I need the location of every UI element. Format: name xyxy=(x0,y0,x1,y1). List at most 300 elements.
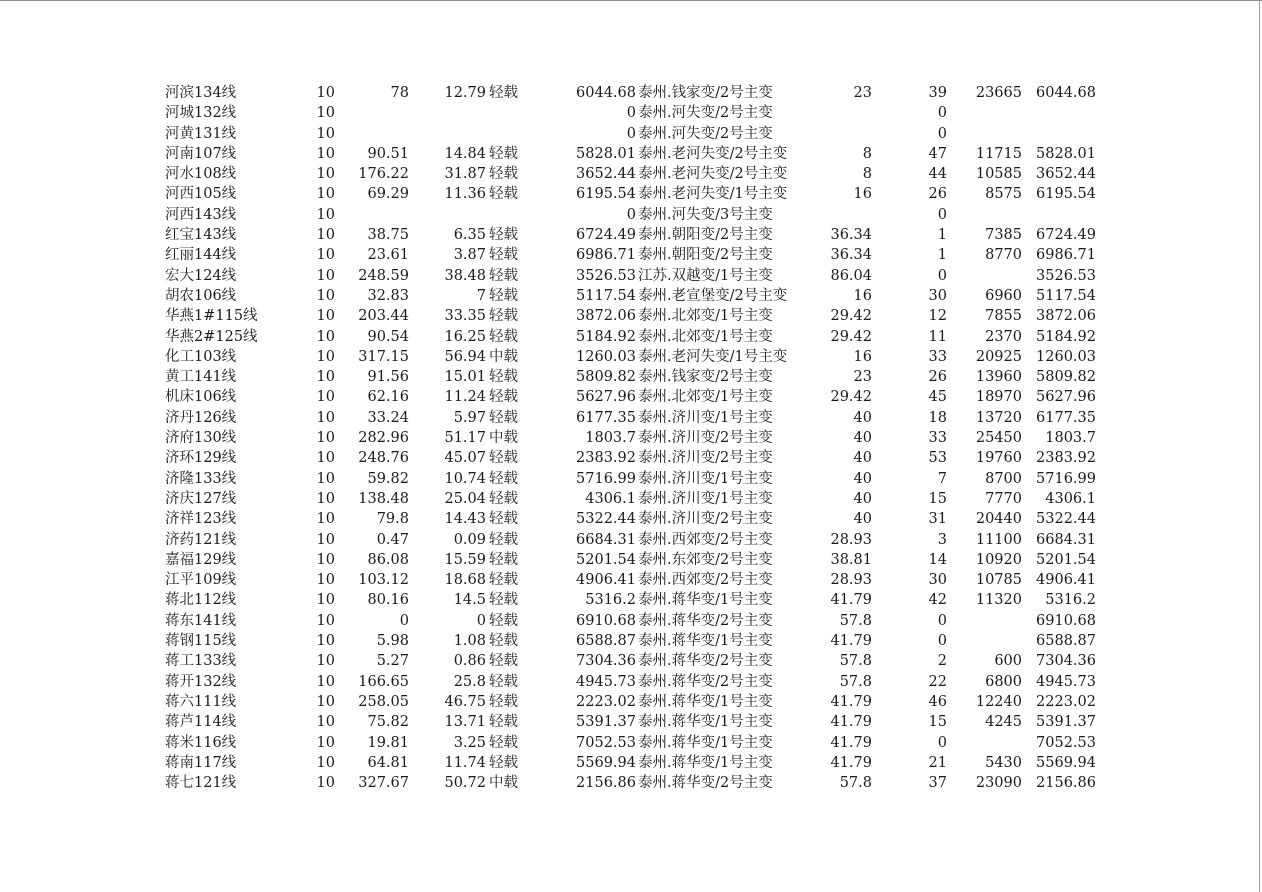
cell-current: 90.54 xyxy=(367,328,409,345)
cell-substation-transformer: 泰州.老河失变/2号主变 xyxy=(638,166,788,183)
cell-available-capacity: 3872.06 xyxy=(1036,308,1096,325)
cell-current: 103.12 xyxy=(358,572,409,589)
cell-substation-transformer: 泰州.济川变/1号主变 xyxy=(638,470,773,487)
cell-load-rate: 16.25 xyxy=(444,328,486,345)
table-row xyxy=(0,347,1262,367)
cell-substation-transformer: 泰州.东郊变/2号主变 xyxy=(638,551,773,568)
cell-available-capacity: 3652.44 xyxy=(1036,166,1096,183)
cell-remaining-capacity: 7304.36 xyxy=(576,653,636,670)
cell-substation-transformer: 泰州.蒋华变/1号主变 xyxy=(638,734,773,751)
cell-line-name: 机床106线 xyxy=(165,389,237,406)
cell-load-status: 轻载 xyxy=(489,186,518,203)
cell-remaining-capacity: 3652.44 xyxy=(576,166,636,183)
cell-substation-transformer: 泰州.济川变/1号主变 xyxy=(638,490,773,507)
cell-current: 282.96 xyxy=(358,430,409,447)
cell-load-rate: 0.86 xyxy=(453,653,486,670)
cell-substation-transformer: 泰州.河失变/3号主变 xyxy=(638,206,773,223)
cell-line-name: 济环129线 xyxy=(165,450,237,467)
cell-load-status: 轻载 xyxy=(489,511,518,528)
cell-customer-count: 12 xyxy=(928,308,947,325)
table-row xyxy=(0,590,1262,610)
cell-remaining-capacity: 7052.53 xyxy=(576,734,636,751)
cell-available-capacity: 4906.41 xyxy=(1036,572,1096,589)
cell-transformer-load: 29.42 xyxy=(830,328,872,345)
table-row xyxy=(0,144,1262,164)
cell-capacity: 10785 xyxy=(975,572,1022,589)
cell-voltage: 10 xyxy=(316,531,335,548)
cell-transformer-load: 40 xyxy=(853,409,872,426)
cell-customer-count: 0 xyxy=(937,612,947,629)
cell-line-name: 蒋米116线 xyxy=(165,734,237,751)
table-row xyxy=(0,245,1262,265)
cell-remaining-capacity: 4306.1 xyxy=(585,490,636,507)
cell-transformer-load: 40 xyxy=(853,450,872,467)
cell-customer-count: 0 xyxy=(937,267,947,284)
cell-customer-count: 33 xyxy=(928,430,947,447)
cell-available-capacity: 2156.86 xyxy=(1036,775,1096,792)
cell-current: 0.47 xyxy=(376,531,409,548)
cell-line-name: 江平109线 xyxy=(165,572,237,589)
cell-load-status: 轻载 xyxy=(489,166,518,183)
cell-substation-transformer: 泰州.钱家变/2号主变 xyxy=(638,369,773,386)
cell-customer-count: 26 xyxy=(928,369,947,386)
cell-available-capacity: 6986.71 xyxy=(1036,247,1096,264)
table-row xyxy=(0,672,1262,692)
cell-customer-count: 26 xyxy=(928,186,947,203)
cell-transformer-load: 29.42 xyxy=(830,308,872,325)
cell-current: 91.56 xyxy=(367,369,409,386)
page-top-border xyxy=(0,0,1262,1)
cell-load-rate: 56.94 xyxy=(444,348,486,365)
cell-line-name: 河城132线 xyxy=(165,105,237,122)
cell-substation-transformer: 泰州.济川变/2号主变 xyxy=(638,450,773,467)
cell-load-status: 轻载 xyxy=(489,531,518,548)
cell-substation-transformer: 泰州.河失变/2号主变 xyxy=(638,105,773,122)
cell-customer-count: 30 xyxy=(928,287,947,304)
cell-line-name: 华燕2#125线 xyxy=(165,328,258,345)
cell-transformer-load: 36.34 xyxy=(830,247,872,264)
cell-current: 59.82 xyxy=(367,470,409,487)
cell-substation-transformer: 泰州.老河失变/1号主变 xyxy=(638,348,788,365)
cell-load-status: 轻载 xyxy=(489,247,518,264)
cell-remaining-capacity: 2383.92 xyxy=(576,450,636,467)
cell-load-rate: 3.25 xyxy=(453,734,486,751)
cell-load-rate: 5.97 xyxy=(453,409,486,426)
cell-customer-count: 53 xyxy=(928,450,947,467)
cell-transformer-load: 41.79 xyxy=(830,693,872,710)
cell-load-status: 轻载 xyxy=(489,490,518,507)
cell-transformer-load: 28.93 xyxy=(830,572,872,589)
cell-current: 138.48 xyxy=(358,490,409,507)
cell-remaining-capacity: 0 xyxy=(626,125,636,142)
cell-customer-count: 0 xyxy=(937,125,947,142)
cell-line-name: 济祥123线 xyxy=(165,511,237,528)
cell-load-rate: 46.75 xyxy=(444,693,486,710)
cell-load-rate: 14.43 xyxy=(444,511,486,528)
cell-load-status: 轻载 xyxy=(489,653,518,670)
cell-current: 38.75 xyxy=(367,227,409,244)
table-row xyxy=(0,651,1262,671)
table-row xyxy=(0,448,1262,468)
cell-voltage: 10 xyxy=(316,734,335,751)
cell-customer-count: 0 xyxy=(937,633,947,650)
cell-available-capacity: 5316.2 xyxy=(1045,592,1096,609)
cell-capacity: 25450 xyxy=(975,430,1022,447)
cell-substation-transformer: 泰州.北郊变/1号主变 xyxy=(638,328,773,345)
cell-voltage: 10 xyxy=(316,551,335,568)
cell-voltage: 10 xyxy=(316,145,335,162)
cell-substation-transformer: 泰州.蒋华变/1号主变 xyxy=(638,714,773,731)
cell-capacity: 11320 xyxy=(975,592,1022,609)
cell-current: 5.98 xyxy=(376,633,409,650)
table-row xyxy=(0,367,1262,387)
cell-substation-transformer: 泰州.北郊变/1号主变 xyxy=(638,308,773,325)
cell-line-name: 河西105线 xyxy=(165,186,237,203)
cell-remaining-capacity: 5569.94 xyxy=(576,754,636,771)
cell-current: 78 xyxy=(390,85,409,101)
cell-capacity: 23665 xyxy=(975,85,1022,101)
cell-capacity: 6960 xyxy=(985,287,1022,304)
cell-load-status: 轻载 xyxy=(489,572,518,589)
cell-transformer-load: 41.79 xyxy=(830,754,872,771)
cell-available-capacity: 1260.03 xyxy=(1036,348,1096,365)
cell-load-status: 轻载 xyxy=(489,369,518,386)
cell-load-rate: 18.68 xyxy=(444,572,486,589)
cell-current: 32.83 xyxy=(367,287,409,304)
cell-remaining-capacity: 6986.71 xyxy=(576,247,636,264)
cell-substation-transformer: 泰州.蒋华变/2号主变 xyxy=(638,653,773,670)
cell-load-rate: 12.79 xyxy=(444,85,486,101)
cell-capacity: 19760 xyxy=(975,450,1022,467)
cell-voltage: 10 xyxy=(316,287,335,304)
cell-available-capacity: 7052.53 xyxy=(1036,734,1096,751)
cell-customer-count: 14 xyxy=(928,551,947,568)
table-row xyxy=(0,712,1262,732)
cell-remaining-capacity: 0 xyxy=(626,105,636,122)
cell-load-status: 轻载 xyxy=(489,612,518,629)
cell-transformer-load: 29.42 xyxy=(830,389,872,406)
cell-line-name: 蒋芦114线 xyxy=(165,714,237,731)
cell-available-capacity: 5322.44 xyxy=(1036,511,1096,528)
cell-voltage: 10 xyxy=(316,470,335,487)
cell-current: 69.29 xyxy=(367,186,409,203)
cell-voltage: 10 xyxy=(316,267,335,284)
cell-line-name: 嘉福129线 xyxy=(165,551,237,568)
cell-load-rate: 14.84 xyxy=(444,145,486,162)
cell-remaining-capacity: 2223.02 xyxy=(576,693,636,710)
cell-remaining-capacity: 5828.01 xyxy=(576,145,636,162)
cell-customer-count: 0 xyxy=(937,734,947,751)
cell-substation-transformer: 泰州.蒋华变/1号主变 xyxy=(638,592,773,609)
cell-transformer-load: 23 xyxy=(853,85,872,101)
table-row xyxy=(0,327,1262,347)
cell-transformer-load: 40 xyxy=(853,490,872,507)
cell-substation-transformer: 泰州.河失变/2号主变 xyxy=(638,125,773,142)
cell-voltage: 10 xyxy=(316,409,335,426)
cell-line-name: 河南107线 xyxy=(165,145,237,162)
cell-line-name: 济府130线 xyxy=(165,430,237,447)
cell-substation-transformer: 泰州.朝阳变/2号主变 xyxy=(638,247,773,264)
cell-load-rate: 15.01 xyxy=(444,369,486,386)
cell-substation-transformer: 泰州.蒋华变/2号主变 xyxy=(638,612,773,629)
cell-transformer-load: 16 xyxy=(853,348,872,365)
table-row xyxy=(0,387,1262,407)
cell-transformer-load: 38.81 xyxy=(830,551,872,568)
cell-line-name: 蒋七121线 xyxy=(165,775,237,792)
cell-substation-transformer: 泰州.蒋华变/2号主变 xyxy=(638,775,773,792)
cell-remaining-capacity: 4945.73 xyxy=(576,673,636,690)
cell-capacity: 13960 xyxy=(975,369,1022,386)
cell-current: 23.61 xyxy=(367,247,409,264)
cell-customer-count: 30 xyxy=(928,572,947,589)
cell-load-status: 轻载 xyxy=(489,85,518,101)
cell-voltage: 10 xyxy=(316,369,335,386)
cell-load-rate: 1.08 xyxy=(453,633,486,650)
cell-voltage: 10 xyxy=(316,328,335,345)
cell-capacity: 10920 xyxy=(975,551,1022,568)
cell-remaining-capacity: 5322.44 xyxy=(576,511,636,528)
cell-available-capacity: 5809.82 xyxy=(1036,369,1096,386)
cell-capacity: 11715 xyxy=(975,145,1022,162)
cell-customer-count: 18 xyxy=(928,409,947,426)
cell-available-capacity: 1803.7 xyxy=(1045,430,1096,447)
cell-voltage: 10 xyxy=(316,775,335,792)
cell-customer-count: 1 xyxy=(937,247,947,264)
table-row xyxy=(0,103,1262,123)
cell-current: 176.22 xyxy=(358,166,409,183)
cell-transformer-load: 16 xyxy=(853,287,872,304)
cell-capacity: 600 xyxy=(994,653,1022,670)
cell-current: 258.05 xyxy=(358,693,409,710)
cell-remaining-capacity: 5716.99 xyxy=(576,470,636,487)
cell-load-rate: 11.74 xyxy=(444,754,486,771)
cell-remaining-capacity: 6910.68 xyxy=(576,612,636,629)
cell-available-capacity: 6724.49 xyxy=(1036,227,1096,244)
cell-available-capacity: 6684.31 xyxy=(1036,531,1096,548)
cell-voltage: 10 xyxy=(316,206,335,223)
cell-load-rate: 25.8 xyxy=(453,673,486,690)
cell-current: 90.51 xyxy=(367,145,409,162)
cell-capacity: 8770 xyxy=(985,247,1022,264)
cell-remaining-capacity: 6724.49 xyxy=(576,227,636,244)
cell-transformer-load: 23 xyxy=(853,369,872,386)
cell-customer-count: 44 xyxy=(928,166,947,183)
table-row xyxy=(0,733,1262,753)
cell-line-name: 蒋开132线 xyxy=(165,673,237,690)
cell-available-capacity: 5569.94 xyxy=(1036,754,1096,771)
table-row xyxy=(0,225,1262,245)
cell-customer-count: 21 xyxy=(928,754,947,771)
cell-current: 64.81 xyxy=(367,754,409,771)
table-row xyxy=(0,124,1262,144)
cell-substation-transformer: 泰州.老河失变/1号主变 xyxy=(638,186,788,203)
cell-substation-transformer: 泰州.老河失变/2号主变 xyxy=(638,145,788,162)
cell-current: 248.76 xyxy=(358,450,409,467)
cell-transformer-load: 8 xyxy=(862,145,872,162)
cell-remaining-capacity: 5391.37 xyxy=(576,714,636,731)
cell-line-name: 胡农106线 xyxy=(165,287,237,304)
cell-transformer-load: 40 xyxy=(853,511,872,528)
table-row xyxy=(0,205,1262,225)
cell-line-name: 济隆133线 xyxy=(165,470,237,487)
cell-voltage: 10 xyxy=(316,186,335,203)
cell-voltage: 10 xyxy=(316,227,335,244)
table-row xyxy=(0,530,1262,550)
cell-substation-transformer: 泰州.济川变/1号主变 xyxy=(638,409,773,426)
cell-current: 203.44 xyxy=(358,308,409,325)
cell-line-name: 宏大124线 xyxy=(165,267,237,284)
cell-capacity: 6800 xyxy=(985,673,1022,690)
cell-load-rate: 38.48 xyxy=(444,267,486,284)
cell-line-name: 济丹126线 xyxy=(165,409,237,426)
cell-remaining-capacity: 3526.53 xyxy=(576,267,636,284)
cell-available-capacity: 6588.87 xyxy=(1036,633,1096,650)
cell-customer-count: 37 xyxy=(928,775,947,792)
cell-transformer-load: 36.34 xyxy=(830,227,872,244)
cell-load-rate: 14.5 xyxy=(453,592,486,609)
cell-voltage: 10 xyxy=(316,673,335,690)
cell-load-status: 轻载 xyxy=(489,734,518,751)
cell-substation-transformer: 泰州.蒋华变/2号主变 xyxy=(638,673,773,690)
cell-voltage: 10 xyxy=(316,490,335,507)
cell-load-status: 轻载 xyxy=(489,470,518,487)
cell-remaining-capacity: 5627.96 xyxy=(576,389,636,406)
cell-line-name: 蒋南117线 xyxy=(165,754,237,771)
cell-voltage: 10 xyxy=(316,85,335,101)
cell-voltage: 10 xyxy=(316,511,335,528)
cell-available-capacity: 2223.02 xyxy=(1036,693,1096,710)
cell-load-rate: 13.71 xyxy=(444,714,486,731)
cell-substation-transformer: 泰州.蒋华变/1号主变 xyxy=(638,693,773,710)
cell-capacity: 7855 xyxy=(985,308,1022,325)
cell-transformer-load: 57.8 xyxy=(839,653,872,670)
cell-capacity: 18970 xyxy=(975,389,1022,406)
cell-voltage: 10 xyxy=(316,572,335,589)
cell-load-status: 中载 xyxy=(489,348,518,365)
cell-load-rate: 11.24 xyxy=(444,389,486,406)
table-row xyxy=(0,164,1262,184)
cell-load-rate: 0 xyxy=(476,612,486,629)
cell-customer-count: 33 xyxy=(928,348,947,365)
cell-available-capacity: 5201.54 xyxy=(1036,551,1096,568)
table-row xyxy=(0,428,1262,448)
cell-transformer-load: 16 xyxy=(853,186,872,203)
cell-available-capacity: 7304.36 xyxy=(1036,653,1096,670)
cell-available-capacity: 6177.35 xyxy=(1036,409,1096,426)
cell-substation-transformer: 泰州.西郊变/2号主变 xyxy=(638,572,773,589)
cell-remaining-capacity: 3872.06 xyxy=(576,308,636,325)
cell-load-status: 中载 xyxy=(489,430,518,447)
cell-current: 317.15 xyxy=(358,348,409,365)
cell-voltage: 10 xyxy=(316,754,335,771)
table-row xyxy=(0,286,1262,306)
cell-voltage: 10 xyxy=(316,714,335,731)
cell-customer-count: 22 xyxy=(928,673,947,690)
cell-capacity: 4245 xyxy=(985,714,1022,731)
cell-voltage: 10 xyxy=(316,247,335,264)
cell-line-name: 河黄131线 xyxy=(165,125,237,142)
cell-substation-transformer: 泰州.北郊变/1号主变 xyxy=(638,389,773,406)
cell-customer-count: 11 xyxy=(928,328,947,345)
cell-load-rate: 11.36 xyxy=(444,186,486,203)
cell-customer-count: 1 xyxy=(937,227,947,244)
table-row xyxy=(0,266,1262,286)
cell-load-rate: 10.74 xyxy=(444,470,486,487)
cell-substation-transformer: 泰州.济川变/2号主变 xyxy=(638,430,773,447)
cell-remaining-capacity: 1260.03 xyxy=(576,348,636,365)
cell-customer-count: 39 xyxy=(928,85,947,101)
cell-current: 80.16 xyxy=(367,592,409,609)
data-table xyxy=(0,83,1262,793)
cell-voltage: 10 xyxy=(316,693,335,710)
cell-voltage: 10 xyxy=(316,166,335,183)
cell-line-name: 蒋钢115线 xyxy=(165,633,237,650)
cell-load-status: 轻载 xyxy=(489,267,518,284)
cell-available-capacity: 5716.99 xyxy=(1036,470,1096,487)
cell-capacity: 8700 xyxy=(985,470,1022,487)
cell-substation-transformer: 泰州.朝阳变/2号主变 xyxy=(638,227,773,244)
cell-remaining-capacity: 6177.35 xyxy=(576,409,636,426)
cell-capacity: 8575 xyxy=(985,186,1022,203)
cell-customer-count: 2 xyxy=(937,653,947,670)
cell-transformer-load: 8 xyxy=(862,166,872,183)
cell-customer-count: 3 xyxy=(937,531,947,548)
cell-customer-count: 45 xyxy=(928,389,947,406)
cell-remaining-capacity: 6195.54 xyxy=(576,186,636,203)
cell-current: 75.82 xyxy=(367,714,409,731)
cell-voltage: 10 xyxy=(316,633,335,650)
cell-transformer-load: 40 xyxy=(853,430,872,447)
cell-line-name: 蒋北112线 xyxy=(165,592,237,609)
cell-load-status: 轻载 xyxy=(489,673,518,690)
cell-customer-count: 42 xyxy=(928,592,947,609)
table-row xyxy=(0,408,1262,428)
cell-load-rate: 45.07 xyxy=(444,450,486,467)
cell-remaining-capacity: 2156.86 xyxy=(576,775,636,792)
table-row xyxy=(0,306,1262,326)
cell-load-status: 轻载 xyxy=(489,592,518,609)
table-row xyxy=(0,489,1262,509)
cell-transformer-load: 57.8 xyxy=(839,612,872,629)
cell-load-rate: 3.87 xyxy=(453,247,486,264)
cell-capacity: 2370 xyxy=(985,328,1022,345)
cell-available-capacity: 5184.92 xyxy=(1036,328,1096,345)
table-row xyxy=(0,753,1262,773)
cell-voltage: 10 xyxy=(316,612,335,629)
cell-capacity: 20440 xyxy=(975,511,1022,528)
cell-load-rate: 0.09 xyxy=(453,531,486,548)
cell-remaining-capacity: 5201.54 xyxy=(576,551,636,568)
cell-current: 166.65 xyxy=(358,673,409,690)
cell-customer-count: 15 xyxy=(928,714,947,731)
cell-remaining-capacity: 5117.54 xyxy=(576,287,636,304)
cell-substation-transformer: 泰州.蒋华变/1号主变 xyxy=(638,633,773,650)
table-row xyxy=(0,611,1262,631)
cell-current: 79.8 xyxy=(376,511,409,528)
cell-load-status: 中载 xyxy=(489,775,518,792)
cell-remaining-capacity: 5184.92 xyxy=(576,328,636,345)
table-row xyxy=(0,692,1262,712)
cell-load-rate: 50.72 xyxy=(444,775,486,792)
cell-capacity: 20925 xyxy=(975,348,1022,365)
table-row xyxy=(0,509,1262,529)
cell-available-capacity: 2383.92 xyxy=(1036,450,1096,467)
cell-remaining-capacity: 4906.41 xyxy=(576,572,636,589)
table-row xyxy=(0,570,1262,590)
cell-line-name: 蒋六111线 xyxy=(165,693,237,710)
cell-load-status: 轻载 xyxy=(489,450,518,467)
cell-voltage: 10 xyxy=(316,450,335,467)
